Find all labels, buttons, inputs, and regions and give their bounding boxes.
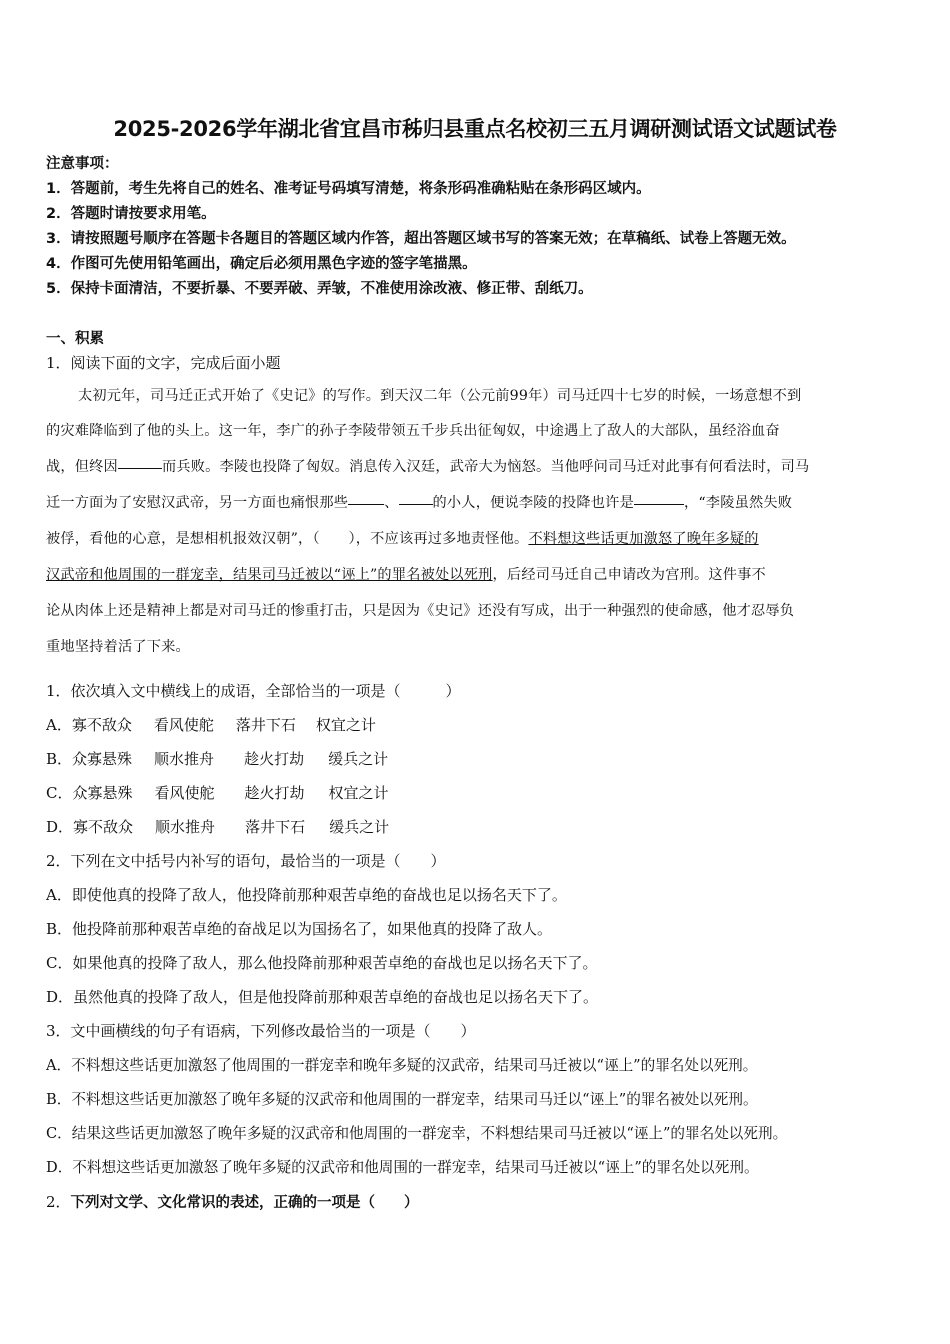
option-label: A． xyxy=(46,716,72,734)
notice-item: 4．作图可先使用铅笔画出，确定后必须用黑色字迹的签字笔描黑。 xyxy=(46,256,477,272)
option-label: D． xyxy=(46,818,74,836)
page-title: 2025-2026学年湖北省宜昌市秭归县重点名校初三五月调研测试语文试题试卷 xyxy=(113,117,837,141)
option-word: 趁火打劫 xyxy=(244,784,305,802)
passage-line xyxy=(46,420,904,440)
option-word: 缓兵之计 xyxy=(328,750,389,768)
answer-option[interactable]: C．结果这些话更加激怒了晚年多疑的汉武帝和他周围的一群宠幸，不料想结果司马迁被以“诬上”的罪名处以死刑。 xyxy=(46,1125,788,1142)
notice-item: 1．答题前，考生先将自己的姓名、准考证号码填写清楚，将条形码准确粘贴在条形码区域内。 xyxy=(46,181,651,197)
answer-option[interactable]: B．他投降前那种艰苦卓绝的奋战足以为国扬名了，如果他真的投降了敌人。 xyxy=(46,920,553,938)
section-heading: 一、积累 xyxy=(46,331,104,347)
notice-item: 5．保持卡面清洁，不要折暴、不要弄破、弄皱，不准使用涂改液、修正带、刮纸刀。 xyxy=(46,281,593,297)
passage-line xyxy=(46,528,904,548)
option-word: 顺水推舟 xyxy=(154,750,215,768)
underlined-sentence: 汉武帝和他周围的一群宠幸，结果司马迁被以“诬上”的罪名被处以死刑 xyxy=(46,567,493,583)
passage-text: 重地坚持着活了下来。 xyxy=(46,639,190,655)
option-word: 看风使舵 xyxy=(154,784,215,802)
answer-option[interactable]: D．虽然他真的投降了敌人，但是他投降前那种艰苦卓绝的奋战也足以扬名天下了。 xyxy=(46,988,599,1006)
passage-text: ，后经司马迁自己申请改为宫刑。这件事不 xyxy=(492,567,766,583)
option-word: 寡不敌众 xyxy=(71,716,132,734)
answer-option[interactable]: A．不料想这些话更加激怒了他周围的一群宠幸和晚年多疑的汉武帝，结果司马迁被以“诬上”的罪名处以死刑。 xyxy=(46,1057,758,1074)
question-intro: 1．阅读下面的文字，完成后面小题 xyxy=(46,354,281,372)
notice-item: 2．答题时请按要求用笔。 xyxy=(46,206,216,222)
passage-text: 被俘，看他的心意，是想相机报效汉朝”，（ ），不应该再过多地责怪他。 xyxy=(46,531,529,547)
answer-option[interactable] xyxy=(46,748,410,769)
answer-option[interactable] xyxy=(46,714,398,735)
passage-text: 战，但终因 xyxy=(46,459,118,475)
notice-item: 3．请按照题号顺序在答题卡各题目的答题区域内作答，超出答题区域书写的答案无效；在草稿纸、试卷上答题无效。 xyxy=(46,231,796,247)
option-label: B． xyxy=(46,750,73,768)
fill-blank xyxy=(348,492,384,505)
passage-line xyxy=(46,456,904,476)
question-2 xyxy=(46,1191,419,1212)
passage-line xyxy=(46,600,904,620)
option-word: 落井下石 xyxy=(245,818,306,836)
option-word: 寡不敌众 xyxy=(73,818,134,836)
passage-text: 论从肉体上还是精神上都是对司马迁的惨重打击，只是因为《史记》还没有写成，出于一种强烈的使命感，他才忍辱负 xyxy=(46,603,795,619)
option-word: 权宜之计 xyxy=(315,716,376,734)
answer-option[interactable]: A．即使他真的投降了敌人，他投降前那种艰苦卓绝的奋战也足以扬名天下了。 xyxy=(46,886,567,904)
question-stem: 下列对文学、文化常识的表述，正确的一项是（ ） xyxy=(70,1195,419,1211)
fill-blank xyxy=(634,492,684,505)
option-label: C． xyxy=(46,784,73,802)
passage-line xyxy=(46,564,904,584)
question-stem: 3．文中画横线的句子有语病，下列修改最恰当的一项是（ ） xyxy=(46,1022,476,1040)
option-word: 众寡悬殊 xyxy=(72,784,133,802)
option-word: 看风使舵 xyxy=(153,716,214,734)
answer-option[interactable]: C．如果他真的投降了敌人，那么他投降前那种艰苦卓绝的奋战也足以扬名天下了。 xyxy=(46,954,598,972)
passage-text: 的灾难降临到了他的头上。这一年，李广的孙子李陵带领五千步兵出征匈奴，中途遇上了敌人的大部队，虽经浴血奋 xyxy=(46,423,780,439)
option-word: 缓兵之计 xyxy=(329,818,390,836)
option-word: 落井下石 xyxy=(235,716,296,734)
question-stem: 2．下列在文中括号内补写的语句，最恰当的一项是（ ） xyxy=(46,852,446,870)
passage-text: 、 xyxy=(384,495,399,511)
passage-text: 的小人，便说李陵的投降也许是 xyxy=(432,495,634,511)
passage-line xyxy=(78,385,904,405)
answer-option[interactable] xyxy=(46,782,411,803)
answer-option[interactable]: B．不料想这些话更加激怒了晚年多疑的汉武帝和他周围的一群宠幸，结果司马迁以“诬上”的罪名被处以死刑。 xyxy=(46,1091,758,1108)
option-word: 顺水推舟 xyxy=(155,818,216,836)
option-word: 权宜之计 xyxy=(328,784,389,802)
fill-blank xyxy=(118,456,162,469)
underlined-sentence: 不料想这些话更加激怒了晚年多疑的 xyxy=(528,531,759,547)
passage-text: 迁一方面为了安慰汉武帝，另一方面也痛恨那些 xyxy=(46,495,349,511)
answer-option[interactable] xyxy=(46,816,411,837)
fill-blank xyxy=(399,492,433,505)
answer-option[interactable]: D．不料想这些话更加激怒了晚年多疑的汉武帝和他周围的一群宠幸，结果司马迁被以“诬上”的罪名处以死刑。 xyxy=(46,1159,759,1176)
passage-text: ，“李陵虽然失败 xyxy=(683,495,793,511)
question-stem: 1．依次填入文中横线上的成语，全部恰当的一项是（ ） xyxy=(46,682,461,700)
passage-line xyxy=(46,636,904,656)
question-number: 2． xyxy=(46,1193,71,1211)
passage-text: 而兵败。李陵也投降了匈奴。消息传入汉廷，武帝大为恼怒。当他呼问司马迁对此事有何看法时，司马 xyxy=(161,459,810,475)
option-word: 众寡悬殊 xyxy=(72,750,133,768)
option-word: 趁火打劫 xyxy=(244,750,305,768)
notice-heading: 注意事项： xyxy=(46,156,119,172)
passage-text: 太初元年，司马迁正式开始了《史记》的写作。到天汉二年（公元前99年）司马迁四十七岁的时候，一场意想不到 xyxy=(78,388,802,404)
passage-line xyxy=(46,492,904,512)
